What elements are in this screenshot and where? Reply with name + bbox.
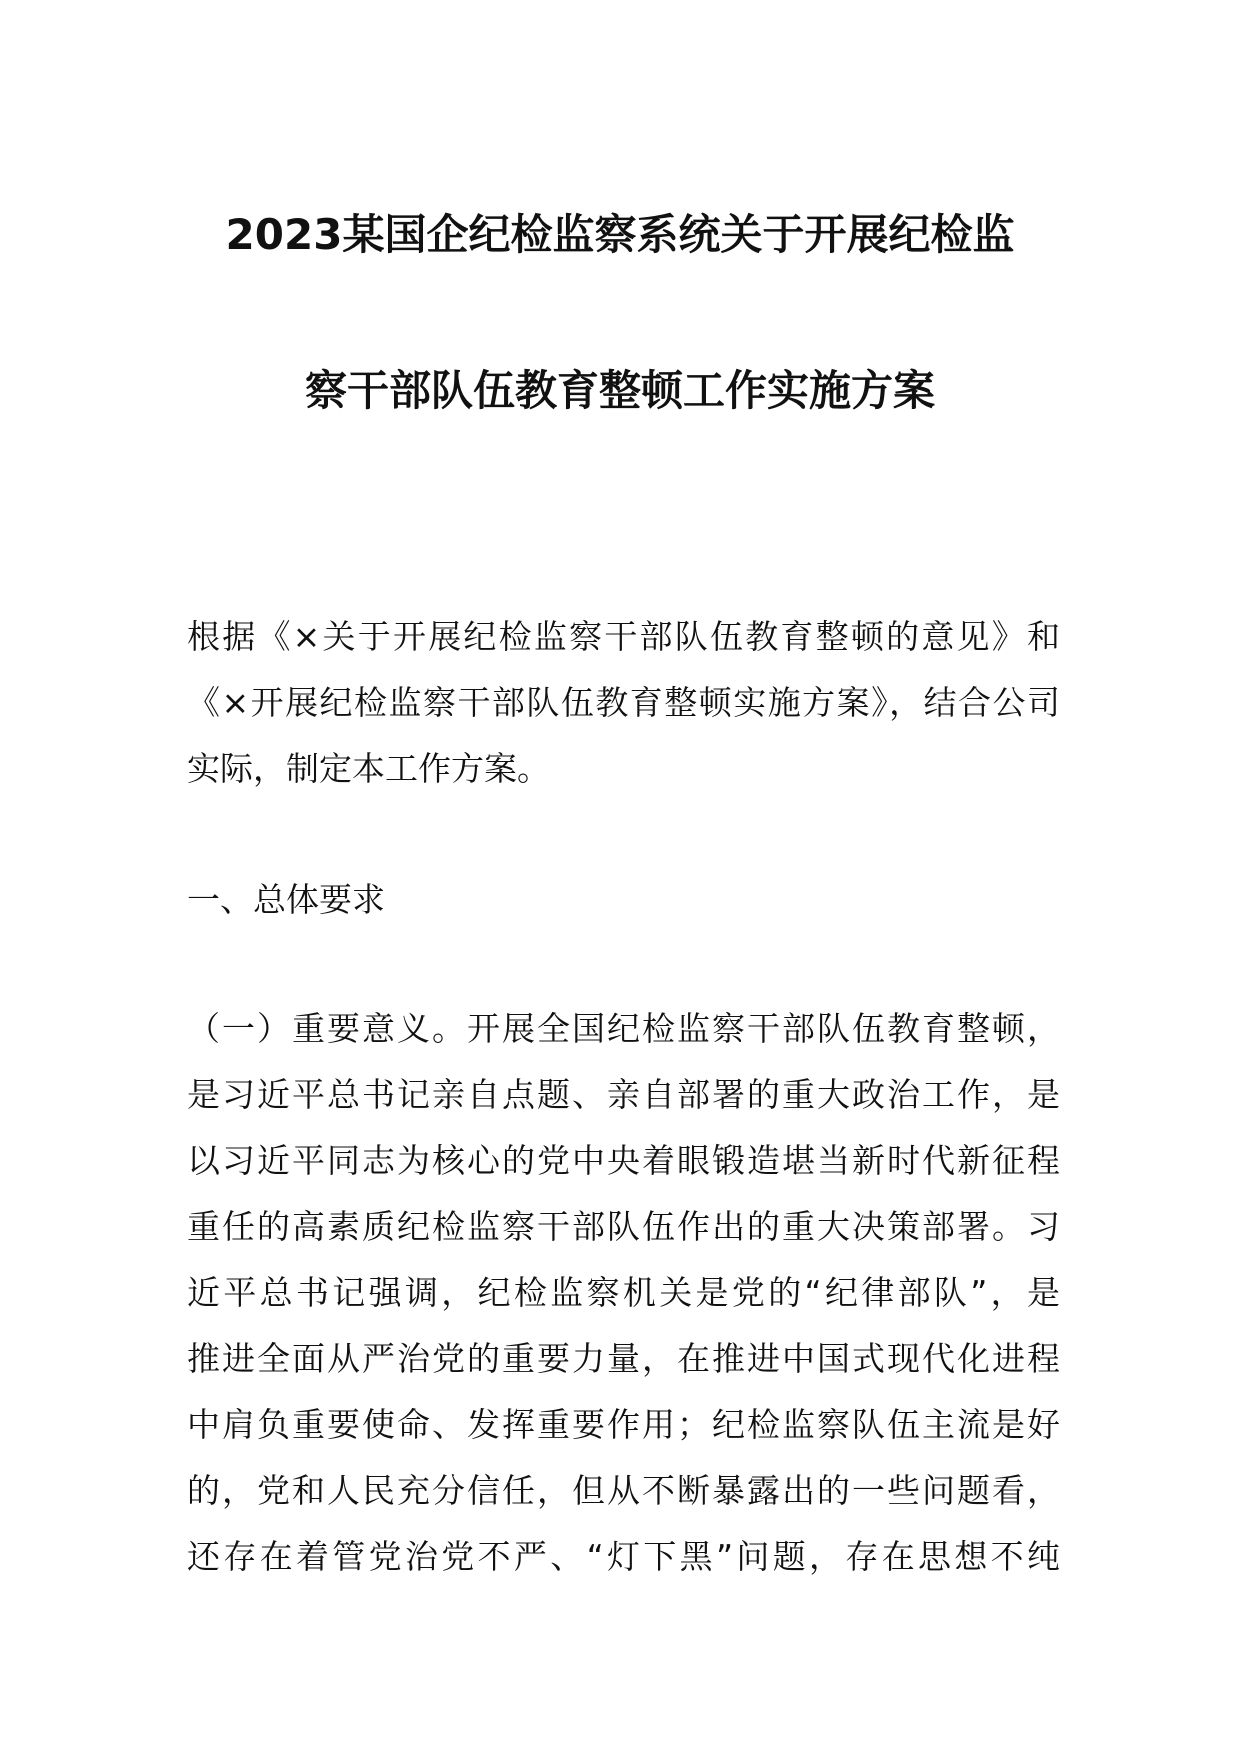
section-line-4: 重任的高素质纪检监察干部队伍作出的重大决策部署。习 — [187, 1207, 1060, 1246]
section-line-7: 中肩负重要使命、发挥重要作用；纪检监察队伍主流是好 — [187, 1405, 1060, 1444]
document-title-line-1: 2023某国企纪检监察系统关于开展纪检监 — [225, 210, 1015, 259]
section-line-5: 近平总书记强调，纪检监察机关是党的“纪律部队”，是 — [187, 1273, 1060, 1312]
section-line-6: 推进全面从严治党的重要力量，在推进中国式现代化进程 — [187, 1339, 1060, 1378]
intro-line-3: 实际，制定本工作方案。 — [187, 749, 550, 788]
section-line-1: （一）重要意义。开展全国纪检监察干部队伍教育整顿， — [187, 1009, 1060, 1048]
intro-line-1: 根据《×关于开展纪检监察干部队伍教育整顿的意见》和 — [187, 617, 1060, 656]
section-line-3: 以习近平同志为核心的党中央着眼锻造堪当新时代新征程 — [187, 1141, 1060, 1180]
section-line-2: 是习近平总书记亲自点题、亲自部署的重大政治工作，是 — [187, 1075, 1060, 1114]
section-paragraph — [187, 996, 1060, 1590]
section-heading: 一、总体要求 — [187, 880, 385, 919]
section-line-9: 还存在着管党治党不严、“灯下黑”问题，存在思想不纯 — [187, 1537, 1060, 1576]
section-line-8: 的，党和人民充分信任，但从不断暴露出的一些问题看， — [187, 1471, 1060, 1510]
intro-line-2: 《×开展纪检监察干部队伍教育整顿实施方案》，结合公司 — [187, 683, 1060, 722]
intro-paragraph — [187, 604, 1060, 802]
document-title-line-2: 察干部队伍教育整顿工作实施方案 — [304, 366, 935, 415]
